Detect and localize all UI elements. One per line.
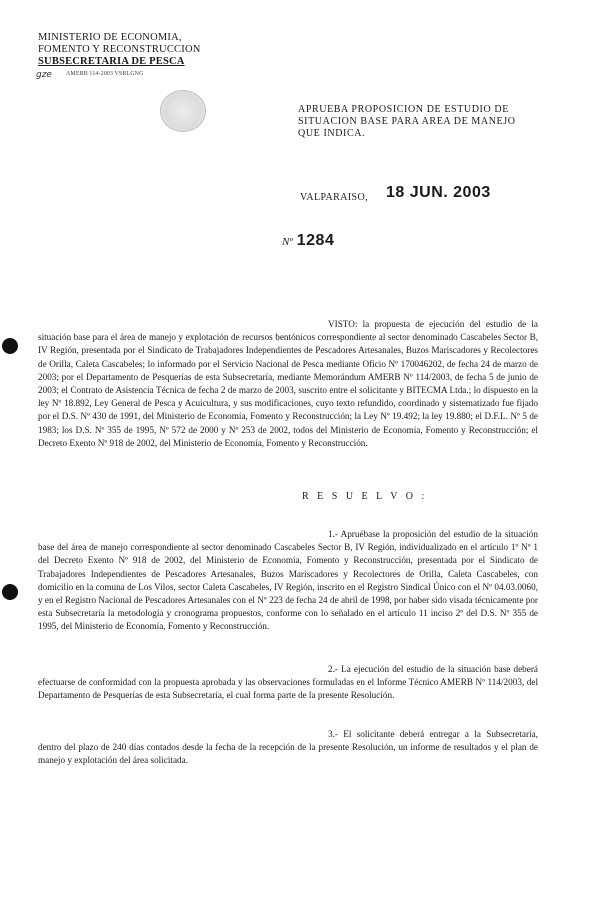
- title-line-1: APRUEBA PROPOSICION DE ESTUDIO DE: [298, 104, 509, 115]
- visto-body: la propuesta de ejecución del estudio de la situación base para el área de manejo y explotación de recursos bentónicos correspondiente al sector denominado Cascabeles Sector B, IV Región, presentada por el Sindicato de Trabajadores Independientes de Pescadores Artesanales, Buzos Mariscadores y Recolectores de Orilla, Caleta Cascabeles; lo informado por el Servicio Nacional de Pesca mediante Oficio Nº 170046202, de fecha 24 de marzo de 2003; por el Departamento de Pesquerías de esta Subsecretaría, mediante Memorándum AMERB Nº 114/2003, de fecha 5 de junio de 2003; el Contrato de Asistencia Técnica de fecha 2 de marzo de 2003, suscrito entre el solicitante y BITECMA Ltda.; lo dispuesto en la ley Nº 18.892, Ley General de Pesca y Acuicultura, y sus modificaciones, cuyo texto refundido, coordinado y sistematizado fue fijado por el D.S. Nº 430 de 1991, del Ministerio de Economía, Fomento y Reconstrucción; la Ley Nº 19.492; la ley 19.880; el D.F.L. Nº 5 de 1983; los D.S. Nº 355 de 1995, Nº 572 de 2000 y Nº 253 de 2002, todos del Ministerio de Economía, Fomento y Reconstrucción; el Decreto Exento Nº 918 de 2002, del Ministerio de Economía, Fomento y Reconstrucción.: [38, 319, 539, 448]
- number-prefix: Nº: [282, 236, 293, 248]
- reference-stamp: AMERB 114-2003 VSRLGNG: [66, 71, 144, 77]
- official-seal: [160, 90, 206, 132]
- resolution-2: [38, 663, 538, 703]
- letterhead-ministry: MINISTERIO DE ECONOMIA,: [38, 32, 182, 43]
- resolution-2-number: 2.-: [328, 664, 338, 674]
- resolution-1-number: 1.-: [328, 529, 338, 539]
- title-line-3: QUE INDICA.: [298, 128, 366, 139]
- punch-hole-bottom: [2, 584, 18, 600]
- resolution-number: [282, 232, 334, 250]
- date-stamp: 18 JUN. 2003: [386, 184, 491, 201]
- visto-paragraph: [38, 318, 538, 450]
- letterhead-subsecretaria: SUBSECRETARIA DE PESCA: [38, 56, 185, 67]
- resolution-1: [38, 528, 538, 634]
- letterhead-department: FOMENTO Y RECONSTRUCCION: [38, 44, 201, 55]
- title-line-2: SITUACION BASE PARA AREA DE MANEJO: [298, 116, 516, 127]
- resuelvo-heading: R E S U E L V O :: [302, 491, 428, 502]
- letterhead: [38, 32, 228, 68]
- document-title: [298, 104, 548, 140]
- resolution-3: [38, 728, 538, 768]
- resolution-3-text: El solicitante deberá entregar a la Subsecretaría, dentro del plazo de 240 días contados desde la fecha de la recepción de la presente Resolución, un informe de resultados y el plan de manejo y explotación del área solicitada.: [38, 729, 538, 766]
- place-label: VALPARAISO,: [300, 192, 369, 203]
- punch-hole-top: [2, 338, 18, 354]
- visto-lead: VISTO:: [328, 319, 358, 329]
- resolution-2-text: La ejecución del estudio de la situación base deberá efectuarse de conformidad con la propuesta aprobada y las observaciones formuladas en el Informe Técnico AMERB Nº 114/2003, del Departamento de Pesquerías de esta Subsecretaría, el cual forma parte de la presente Resolución.: [38, 664, 538, 701]
- number-value: 1284: [296, 232, 335, 249]
- resolution-3-number: 3.-: [328, 729, 338, 739]
- resolution-1-text: Apruébase la proposición del estudio de la situación base del área de manejo correspondiente al sector denominado Cascabeles Sector B, IV Región, individualizado en el artículo 1º Nº 1 del Decreto Exento Nº 918 de 2002, del Ministerio de Economía, Fomento y Reconstrucción, presentada por el Sindicato de Trabajadores Independientes de Pescadores Artesanales, Buzos Mariscadores y Recolectores de Orilla, Caleta Cascabeles, con domicilio en la comuna de Los Vilos, sector Caleta Cascabeles, IV Región, inscrito en el Registro Sindical Único con el Nº 04.03.0060, y en el Registro Nacional de Pescadores Artesanales con el Nº 223 de fecha 24 de abril de 1998, por haber sido visada técnicamente por esta Subsecretaría la metodología y cronograma propuestos, conforme con lo señalado en el artículo 11 inciso 2º del D.S. Nº 355 de 1995, del Ministerio de Economía, Fomento y Reconstrucción.: [38, 529, 538, 632]
- handwritten-initials: gze: [36, 70, 52, 80]
